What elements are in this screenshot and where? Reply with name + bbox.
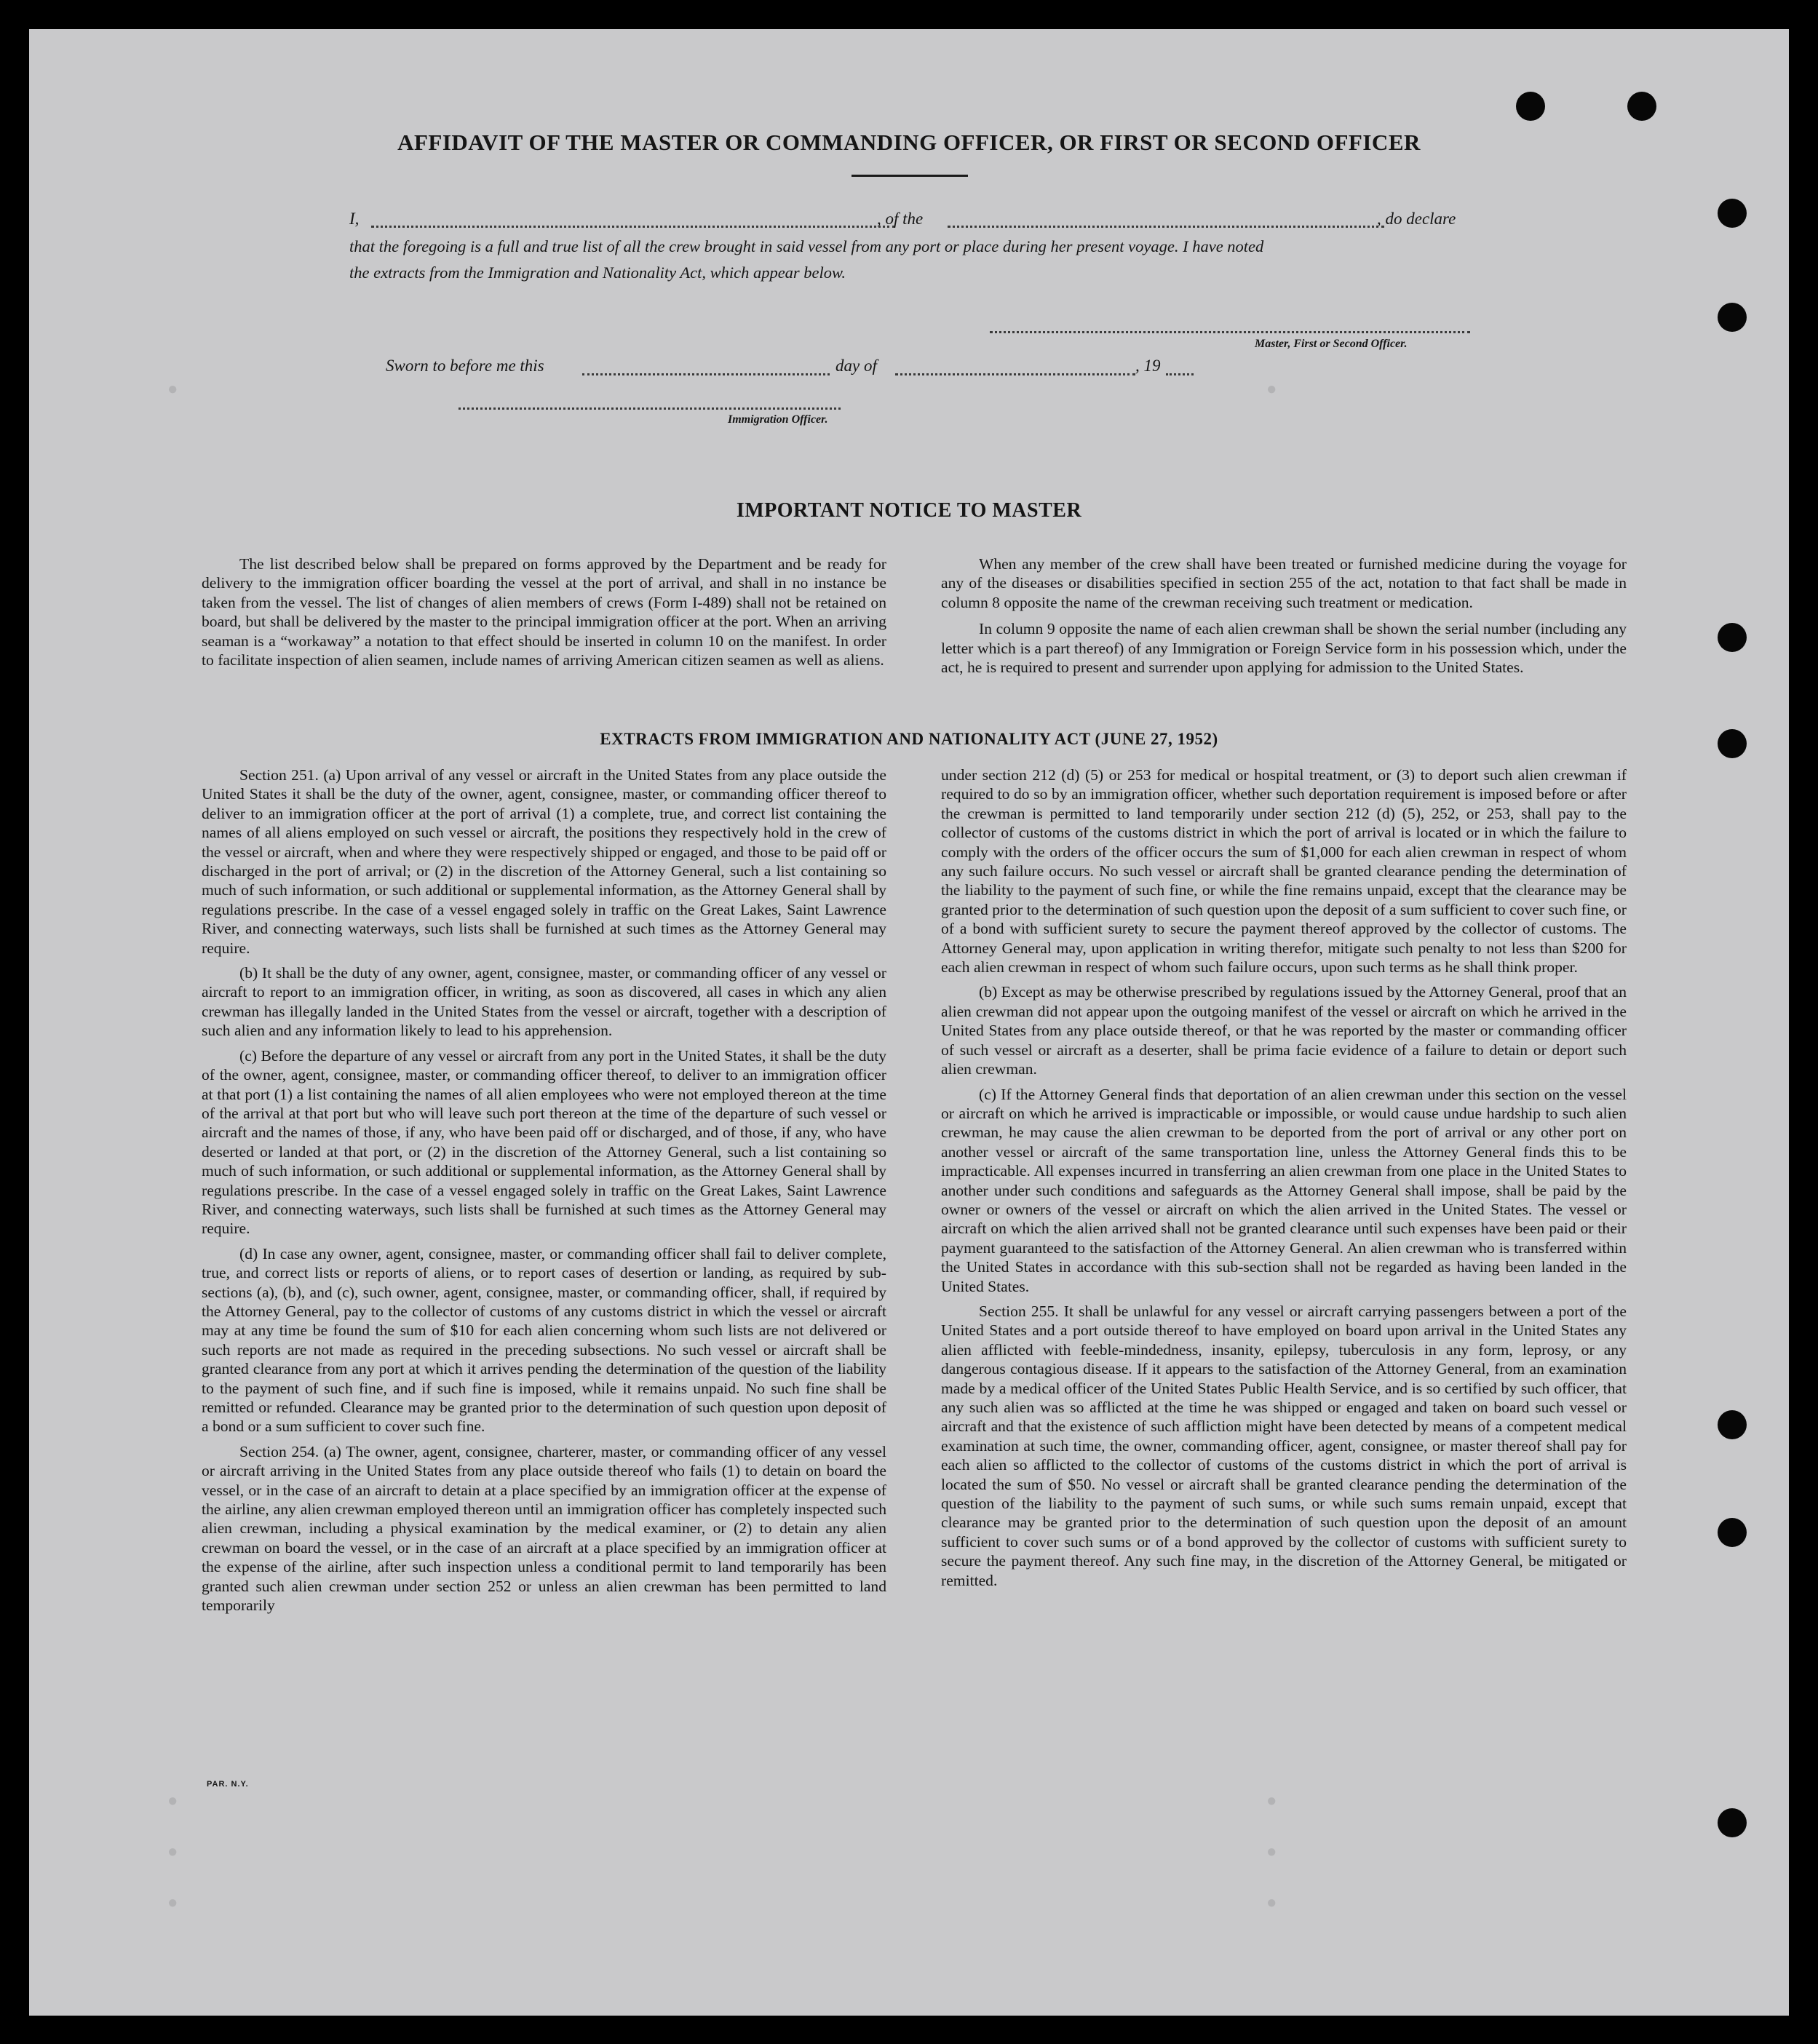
of-the-label: , of the [877,210,924,228]
master-caption: Master, First or Second Officer. [1255,338,1408,350]
title-rule [852,175,968,177]
bleed-through-text: ● [1266,1894,1279,1914]
punch-hole [1718,623,1747,652]
punch-hole [1718,1518,1747,1547]
punch-hole [1718,199,1747,228]
extracts-right-column [941,765,1627,1596]
sworn-year-blank[interactable] [1166,373,1194,375]
bleed-through-text: ● [167,1894,180,1914]
bleed-through-text: ● [167,381,180,400]
punch-hole [1718,1410,1747,1439]
punch-hole [1718,1808,1747,1837]
notice-title: IMPORTANT NOTICE TO MASTER [736,499,1082,522]
notice-left-column [202,554,886,677]
i-label: I, [349,210,360,228]
sworn-month-blank[interactable] [895,373,1135,375]
year-label: , 19 [1135,357,1161,375]
sworn-day-blank[interactable] [582,373,830,375]
document-page [29,29,1789,2016]
declaration-line-2: the extracts from the Immigration and Nationality Act, which appear below. [349,263,846,282]
notice-right-paragraph-2: In column 9 opposite the name of each alien crewman shall be shown the serial number (including any letter which is a part thereof) of any Immigration or Foreign Service form in his possession which, under the act, he is required to present and surrender upon applying for admission to the United States. [941,620,1627,677]
bleed-through-text: ● [1266,1843,1279,1863]
do-declare-label: , do declare [1377,210,1456,228]
day-of-label: day of [835,357,877,375]
section-255: Section 255. It shall be unlawful for any vessel or aircraft carrying passengers between a port of the United States and a port outside thereof to have employed on board upon arrival in the United States any alien afflicted with feeble-mindedness, insanity, epilepsy, tuberculosis in any form, leprosy, or any dangerous contagious disease. If it appears to the satisfaction of the Attorney General, from an examination made by a medical officer of the United States Public Health Service, and is so certified by such officer, that any such alien was so afflicted at the time he was shipped or engaged and taken on board such vessel or aircraft and that the existence of such affliction might have been detected by means of a competent medical examination at such time, the owner, commanding officer, agent, consignee, or master thereof shall pay for each alien so afflicted to the collector of customs of the customs district in which the port of arrival is located the sum of $50. No vessel or aircraft shall be granted clearance pending the determination of the question of the liability to the payment of such sums, or while such sums remain unpaid, except that clearance may be granted prior to the determination of such question upon the deposit of an amount sufficient to cover such sums or of a bond approved by the collector of customs with sufficient surety to secure the payment thereof. Any such fine may, in the discretion of the Attorney General, be mitigated or remitted. [941,1302,1627,1589]
section-251b: (b) It shall be the duty of any owner, agent, consignee, master, or commanding officer of any vessel or aircraft to report to an immigration officer, in writing, as soon as discovered, all cases in which any alien crewman has illegally landed in the United States from the vessel or aircraft, together with a description of such alien and any information likely to lead to his apprehension. [202,964,886,1040]
immigration-officer-caption: Immigration Officer. [728,413,828,426]
section-254c: (c) If the Attorney General finds that deportation of an alien crewman under this section on the vessel or aircraft on which he arrived is impracticable or impossible, or would cause undue hardship to such alien crewman, he may cause the alien crewman to be deported from the port of arrival or any other port on another vessel or aircraft of the same transportation line, unless the Attorney General finds this to be impracticable. All expenses incurred in transferring an alien crewman from one place in the United States to another under such conditions and safeguards as the Attorney General shall impose, shall be paid by the owner or owners of the vessel or aircraft on which the alien arrived in the United States. The vessel or aircraft on which the alien arrived shall not be granted clearance until such expenses have been paid or their payment guaranteed to the satisfaction of the Attorney General. An alien crewman who is transferred within the United States in accordance with this sub-section shall not be regarded as having been landed in the United States. [941,1085,1627,1295]
section-251a: Section 251. (a) Upon arrival of any vessel or aircraft in the United States from any place outside the United States it shall be the duty of the owner, agent, consignee, master, or commanding officer thereof to deliver to an immigration officer at the port of arrival (1) a complete, true, and correct list containing the names of all aliens employed on such vessel or aircraft, the positions they respectively hold in the crew of the vessel or aircraft, when and where they were respectively shipped or engaged, and those to be paid off or discharged in the port of arrival; or (2) in the discretion of the Attorney General, such a list containing so much of such information, or such additional or supplemental information, as the Attorney General shall by regulations prescribe. In the case of a vessel engaged solely in traffic on the Great Lakes, Saint Lawrence River, and connecting waterways, such lists shall be furnished at such times as the Attorney General may require. [202,766,886,957]
section-251c: (c) Before the departure of any vessel or aircraft from any port in the United States, it shall be the duty of the owner, agent, consignee, master, or commanding officer thereof, to deliver to an immigration officer at that port (1) a list containing the names of all alien employees who were not employed thereon at the time of the arrival at that port but who will leave such port thereon at the time of the departure of such vessel or aircraft and the names of those, if any, who have been paid off or discharged, and of those, if any, who have deserted or landed at that port, or (2) in the discretion of the Attorney General, such a list containing so much of such information, or such additional or supplemental information, as the Attorney General shall by regulations prescribe. In the case of a vessel engaged solely in traffic on the Great Lakes, Saint Lawrence River, and connecting waterways, such lists shall be furnished at such times as the Attorney General may require. [202,1046,886,1238]
notice-left-paragraph: The list described below shall be prepared on forms approved by the Department and be ready for delivery to the immigration officer boarding the vessel at the port of arrival, and shall in no instance be taken from the vessel. The list of changes of alien members of crews (Form I-489) shall not be retained on board, but shall be delivered by the master to the principal immigration officer at the port. When an arriving seaman is a “workaway” a notation to that effect should be inserted in column 10 on the manifest. In order to facilitate inspection of alien seamen, include names of arriving American citizen seamen as well as aliens. [202,555,886,669]
name-blank[interactable] [371,226,895,228]
punch-hole [1516,92,1545,121]
punch-hole [1718,303,1747,332]
bleed-through-text: ● [167,1792,180,1812]
section-254a: Section 254. (a) The owner, agent, consignee, charterer, master, or commanding officer of any vessel or aircraft arriving in the United States from any place outside thereof who fails (1) to detain on board the vessel, or in the case of an aircraft to detain at a place specified by an immigration officer at the expense of the airline, any alien crewman employed thereon until an immigration officer has completely inspected such alien crewman, including a physical examination by the medical examiner, or (2) to detain any alien crewman on board the vessel, or in the case of an aircraft at a place specified by an immigration officer at the expense of the airline, after such inspection unless a conditional permit to land temporarily has been granted such alien crewman under section 252 or unless an alien crewman has been permitted to land temporarily [202,1442,886,1615]
affidavit-title: AFFIDAVIT OF THE MASTER OR COMMANDING OFFICER, OR FIRST OR SECOND OFFICER [397,130,1421,155]
extracts-title: EXTRACTS FROM IMMIGRATION AND NATIONALITY ACT (JUNE 27, 1952) [600,730,1218,748]
notice-right-paragraph-1: When any member of the crew shall have been treated or furnished medicine during the voyage for any of the diseases or disabilities specified in section 255 of the act, notation to that fact shall be made in column 8 opposite the name of the crewman receiving such treatment or medication. [941,555,1627,611]
bleed-through-text: ● [1266,1792,1279,1812]
master-signature-line[interactable] [990,331,1470,333]
sworn-label: Sworn to before me this [386,357,544,375]
section-251d: (d) In case any owner, agent, consignee, master, or commanding officer shall fail to deliver complete, true, and correct lists or reports of aliens, or to report cases of desertion or landing, as required by sub-sections (a), (b), and (c), such owner, agent, consignee, master, or commanding officer, shall, if required by the Attorney General, pay to the collector of customs of any customs district in which the vessel or aircraft may at any time be found the sum of $10 for each alien concerning whom such lists are not delivered or such reports are not made as required in the preceding subsections. No such vessel or aircraft shall be granted clearance from any port at which it arrives pending the determination of the question of the liability to the payment of such fine, and if such fine is imposed, while it remains unpaid. No such fine shall be remitted or refunded. Clearance may be granted prior to the determination of such question upon deposit of a bond or a sum sufficient to cover such fine. [202,1244,886,1436]
printer-imprint: PAR. N.Y. [207,1780,249,1789]
notice-right-column [941,554,1627,684]
vessel-blank[interactable] [948,226,1384,228]
bleed-through-text: ● [167,1843,180,1863]
extracts-left-column [202,765,886,1621]
declaration-line-1: that the foregoing is a full and true list of all the crew brought in said vessel from any port or place during her present voyage. I have noted [349,237,1264,255]
section-254a-continued: under section 212 (d) (5) or 253 for medical or hospital treatment, or (3) to deport such alien crewman if required to do so by an immigration officer, whether such deportation requirement is imposed before or after the crewman is permitted to land temporarily under section 212 (d) (5), 252, or 253, shall pay to the collector of customs of the customs district in which the port of arrival is located or in which the failure to comply with the orders of the officer occurs the sum of $1,000 for each alien crewman in respect of whom any such failure occurs. No such vessel or aircraft shall be granted clearance pending the determination of the liability to the payment of such fine, or while the fine remains unpaid, except that the clearance may be granted prior to the determination of such question upon the deposit of a sum sufficient to cover such fine, or of a bond with sufficient surety to secure the payment thereof approved by the collector of customs. The Attorney General may, upon application in writing therefor, mitigate such penalty to not less than $200 for each alien crewman in respect of whom such failure occurs, upon such terms as he shall think proper. [941,766,1627,977]
punch-hole [1627,92,1656,121]
section-254b: (b) Except as may be otherwise prescribed by regulations issued by the Attorney General, proof that an alien crewman did not appear upon the outgoing manifest of the vessel or aircraft on which he arrived in the United States from any place outside thereof, or that he was reported by the master or commanding officer of such vessel or aircraft as a deserter, shall be prima facie evidence of a failure to detain or deport such alien crewman. [941,983,1627,1078]
immigration-officer-signature-line[interactable] [459,407,841,410]
bleed-through-text: ● [1266,381,1279,400]
